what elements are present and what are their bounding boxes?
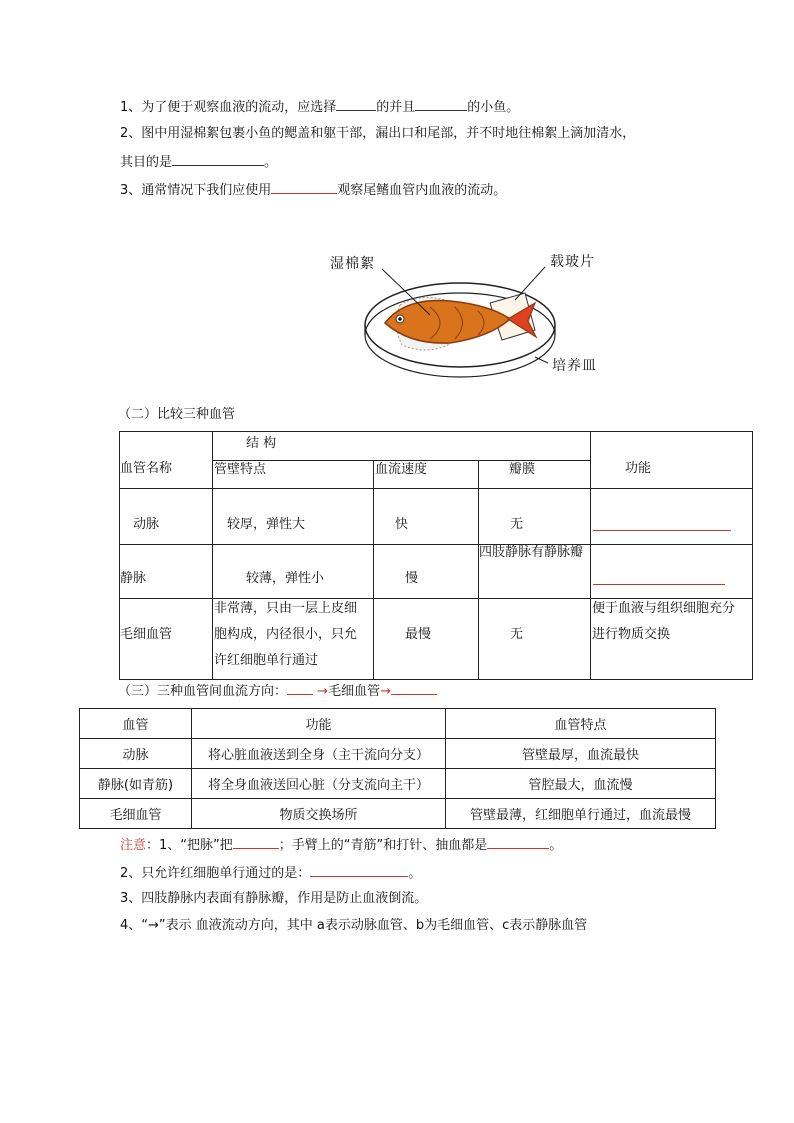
- t1-row-line-1: [119, 488, 753, 489]
- q3-prefix: 3、通常情况下我们应使用: [120, 183, 272, 198]
- flow-middle: 毛细血管: [328, 684, 381, 699]
- t1-capillary-valve: 无: [510, 627, 524, 642]
- t1-capillary-speed: 最慢: [405, 627, 432, 642]
- t2-header-function: 功能: [192, 709, 446, 739]
- note-1-blank-1[interactable]: [233, 834, 279, 849]
- t1-artery-speed: 快: [395, 517, 409, 532]
- t1-artery-name: 动脉: [133, 517, 160, 532]
- question-2-line-1: 2、图中用湿棉絮包裹小鱼的鳃盖和躯干部，漏出口和尾部，并不时地往棉絮上滴加清水，: [120, 126, 636, 141]
- note-1-b: ；手臂上的“青筋”和打针、抽血都是: [278, 838, 488, 853]
- t2-header-features: 血管特点: [446, 709, 716, 739]
- q2-prefix: 其目的是: [120, 155, 173, 170]
- t1-capillary-function-1: 便于血液与组织细胞充分: [592, 601, 736, 616]
- t1-vein-speed: 慢: [405, 571, 419, 586]
- t1-header-function: 功能: [625, 461, 652, 476]
- t1-col-line-4: [590, 431, 591, 680]
- t1-row-line-2: [119, 544, 753, 545]
- arrow-icon: →: [380, 684, 391, 699]
- label-petri-dish: 培养皿: [552, 358, 597, 374]
- t1-header-structure: 结 构: [246, 436, 277, 451]
- t1-vein-function-blank[interactable]: [593, 570, 725, 585]
- q3-blank[interactable]: [271, 179, 337, 194]
- vessel-comparison-table: [119, 431, 753, 680]
- table-row: [80, 739, 716, 769]
- t1-col-line-3: [478, 460, 479, 680]
- vessel-summary-table: [79, 708, 716, 829]
- q1-blank-1[interactable]: [336, 96, 376, 111]
- q2-suffix: 。: [264, 155, 278, 170]
- t1-col-line-1: [212, 431, 213, 680]
- section-3-title: [118, 680, 437, 702]
- table-row: [80, 769, 716, 799]
- t2-cell: 将心脏血液送到全身（主干流向分支）: [192, 739, 446, 769]
- t2-cell: 物质交换场所: [192, 799, 446, 829]
- t1-capillary-name: 毛细血管: [120, 627, 173, 642]
- t1-vein-valve: 四肢静脉有静脉瓣: [479, 545, 584, 560]
- t2-header-vessel: 血管: [80, 709, 192, 739]
- note-2-suffix: 。: [408, 866, 422, 881]
- note-2-prefix: 2、只允许红细胞单行通过的是：: [120, 866, 311, 881]
- note-4: 4、“→”表示 血液流动方向，其中 a表示动脉血管、b为毛细血管、c表示静脉血管: [120, 918, 588, 933]
- fish-dish-figure: [330, 245, 620, 380]
- flow-blank-2[interactable]: [391, 680, 437, 695]
- t1-header-speed: 血流速度: [375, 462, 428, 477]
- t1-capillary-wall-1: 非常薄，只由一层上皮细: [214, 601, 358, 616]
- flow-blank-1[interactable]: [287, 680, 313, 695]
- note-1-blank-2[interactable]: [487, 834, 549, 849]
- t1-header-vessel-name: 血管名称: [120, 461, 173, 476]
- t2-cell: 毛细血管: [80, 799, 192, 829]
- question-1: [120, 96, 519, 118]
- note-2: [120, 862, 421, 884]
- t1-capillary-wall-2: 胞构成，内径很小，只允: [214, 627, 358, 642]
- note-1-c: 。: [549, 838, 563, 853]
- t2-cell: 管壁最薄，红细胞单行通过，血流最慢: [446, 799, 716, 829]
- t1-capillary-function-2: 进行物质交换: [592, 627, 671, 642]
- section-3-label: （三）三种血管间血流方向：: [118, 684, 288, 699]
- t1-header-valve: 瓣膜: [509, 462, 536, 477]
- t1-vein-name: 静脉: [120, 571, 147, 586]
- t1-vein-wall: 较薄，弹性小: [246, 571, 325, 586]
- q3-suffix: 观察尾鳍血管内血液的流动。: [337, 183, 507, 198]
- t1-artery-function-blank[interactable]: [593, 516, 731, 531]
- table-row: [80, 799, 716, 829]
- t2-cell: 静脉(如青筋): [80, 769, 192, 799]
- table-header-row: [80, 709, 716, 739]
- t2-cell: 管壁最厚，血流最快: [446, 739, 716, 769]
- t1-artery-valve: 无: [510, 517, 524, 532]
- q2-blank[interactable]: [172, 151, 264, 166]
- t2-cell: 管腔最大，血流慢: [446, 769, 716, 799]
- label-wet-cotton: 湿棉絮: [330, 256, 375, 272]
- label-glass-slide: 载玻片: [550, 254, 595, 270]
- t1-header-wall: 管壁特点: [214, 462, 267, 477]
- t1-artery-wall: 较厚，弹性大: [227, 517, 306, 532]
- t1-col-line-2: [373, 460, 374, 680]
- q1-prefix: 1、为了便于观察血液的流动，应选择: [120, 100, 337, 115]
- question-2-line-2: [120, 151, 277, 173]
- note-label: 注意: [120, 838, 147, 853]
- q1-suffix: 的小鱼。: [467, 100, 520, 115]
- note-1-a: ：1、“把脉”把: [146, 838, 233, 853]
- q1-middle: 的并且: [376, 100, 416, 115]
- t1-capillary-wall-3: 许红细胞单行通过: [214, 653, 319, 668]
- arrow-icon: →: [317, 684, 329, 699]
- t2-cell: 将全身血液送回心脏（分支流向主干）: [192, 769, 446, 799]
- t1-border-top: [119, 431, 753, 432]
- t1-border-right: [752, 431, 753, 680]
- t2-cell: 动脉: [80, 739, 192, 769]
- note-1: [120, 834, 562, 856]
- q1-blank-2[interactable]: [415, 96, 467, 111]
- note-3: 3、四肢静脉内表面有静脉瓣，作用是防止血液倒流。: [120, 891, 428, 906]
- question-3: [120, 179, 506, 201]
- section-2-title: （二）比较三种血管: [118, 407, 236, 422]
- note-2-blank[interactable]: [310, 862, 408, 877]
